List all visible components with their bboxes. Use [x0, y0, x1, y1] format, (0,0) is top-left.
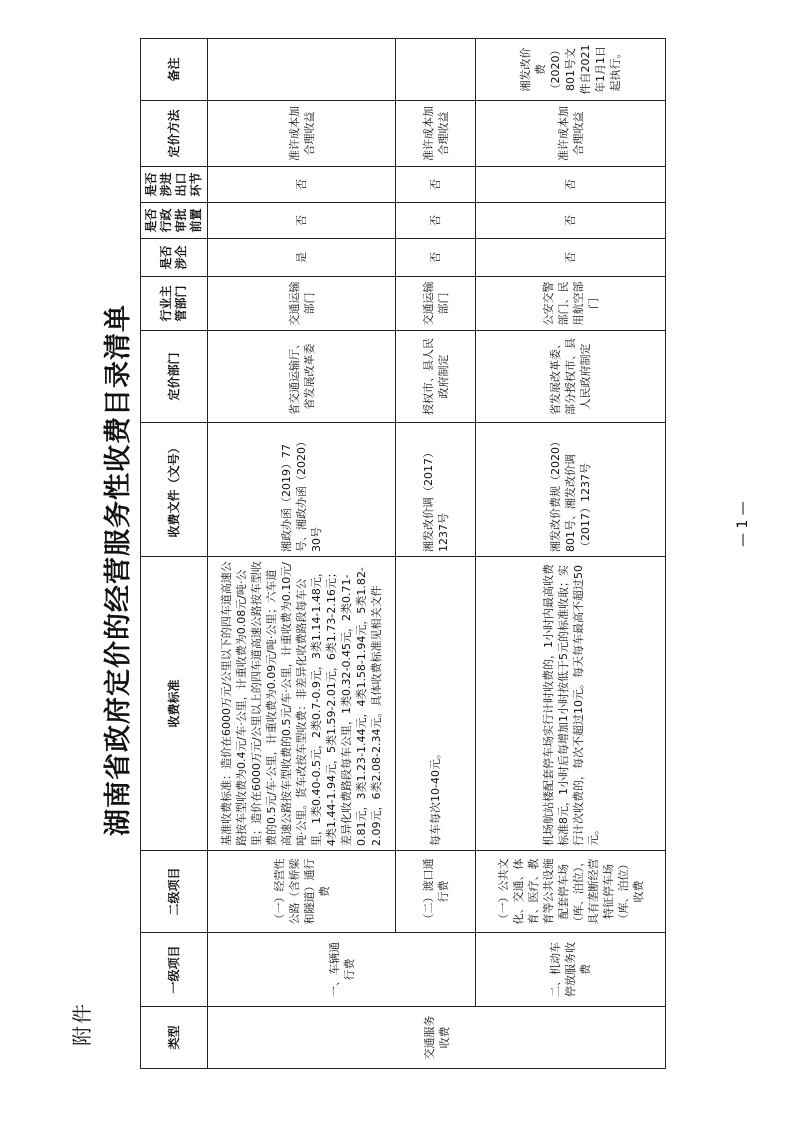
pricing-dept-cell: 省发展改革委、部分授权市、县人民政府制定 — [476, 331, 666, 423]
header-import-export: 是否涉进出口环节 — [141, 167, 208, 203]
header-pricing-dept: 定价部门 — [141, 331, 208, 423]
pricing-dept-cell: 授权市、县人民政府制定 — [396, 331, 476, 423]
pricing-method-cell: 准许成本加合理收益 — [476, 101, 666, 167]
header-admin-approval: 是否行政审批前置 — [141, 203, 208, 239]
remarks-cell — [396, 39, 476, 101]
document-cell: 湘发改价费规（2020）801号、湘发改价调（2017）1237号 — [476, 423, 666, 557]
table-row — [208, 39, 396, 1069]
involves-enterprise-cell: 是 — [208, 239, 396, 277]
import-export-cell: 否 — [396, 167, 476, 203]
industry-dept-cell: 公安交警部门、民用航空部门 — [476, 277, 666, 331]
fee-catalog-table — [140, 38, 666, 1069]
header-level1: 一级项目 — [141, 933, 208, 1007]
remarks-cell — [208, 39, 396, 101]
document-cell: 湘发改价调（2017）1237号 — [396, 423, 476, 557]
header-pricing-method: 定价方法 — [141, 101, 208, 167]
pricing-dept-cell: 省交通运输厅、省发展改革委 — [208, 331, 396, 423]
rotated-page-content — [98, 44, 698, 1069]
involves-enterprise-cell: 否 — [476, 239, 666, 277]
header-level2: 二级项目 — [141, 851, 208, 933]
header-involves-enterprise: 是否涉企 — [141, 239, 208, 277]
level2-cell: （一）经营性公路（含桥梁和隧道）通行费 — [208, 851, 396, 933]
import-export-cell: 否 — [476, 167, 666, 203]
pricing-method-cell: 准许成本加合理收益 — [208, 101, 396, 167]
table-header-row — [141, 39, 208, 1069]
table-row — [476, 39, 666, 1069]
standard-cell: 基准收费标准：造价在6000万元/公里以下的四车道高速公路按车型收费为0.4元/车·公里，计重收费为0.08元/吨·公里；造价在6000万元/公里以上的四车道高速公路按车型收费的0.5元/车·公里，计重收费为0.09元/吨·公里；六车道高速公路按车型收费的0.5元/车·公里，计重收费为0.10元/吨·公里。货车改按车型收费：非差异化收费路段每车公里，1类0.40-0.5元，2类0.7-0.9元，3类1.14-1.48元，4类1.44-1.94元，5类1.59-2.01元，6类1.73-2.16元；差异化收费路段每车公里，1类0.32-0.45元，2类0.71-0.81元，3类1.23-1.44元，4类1.58-1.94元，5类1.82-2.09元，6类2.08-2.34元。具体收费标准见相关文件 — [208, 557, 396, 851]
level1-cell: 二、机动车停放服务收费 — [476, 933, 666, 1007]
level2-cell: （一）公共文化、交通、体育、医疗、教育等公共设施配套停车场（库、泊位），具有垄断经营特征停车场（库、泊位）收费 — [476, 851, 666, 933]
admin-approval-cell: 否 — [396, 203, 476, 239]
header-category: 类型 — [141, 1007, 208, 1069]
header-remarks: 备注 — [141, 39, 208, 101]
involves-enterprise-cell: 否 — [396, 239, 476, 277]
document-title: 湖南省政府定价的经营服务性收费目录清单 — [103, 304, 134, 836]
attachment-label: 附件 — [70, 1002, 94, 1046]
standard-cell: 每车每次10-40元。 — [396, 557, 476, 851]
import-export-cell: 否 — [208, 167, 396, 203]
pricing-method-cell: 准许成本加合理收益 — [396, 101, 476, 167]
admin-approval-cell: 否 — [208, 203, 396, 239]
level2-cell: （二）渡口通行费 — [396, 851, 476, 933]
level1-cell: 一、车辆通行费 — [208, 933, 476, 1007]
remarks-cell: 湘发改价费（2020）801号文件自2021年1月1日起执行。 — [476, 39, 666, 101]
admin-approval-cell: 否 — [476, 203, 666, 239]
header-industry-dept: 行业主管部门 — [141, 277, 208, 331]
industry-dept-cell: 交通运输部门 — [208, 277, 396, 331]
document-cell: 湘政办函（2019）77号、湘政办函（2020）30号 — [208, 423, 396, 557]
header-document: 收费文件（文号） — [141, 423, 208, 557]
category-cell: 交通服务收费 — [208, 1007, 666, 1069]
industry-dept-cell: 交通运输部门 — [396, 277, 476, 331]
header-standard: 收费标准 — [141, 557, 208, 851]
table-row — [396, 39, 476, 1069]
page-number: — 1 — — [735, 501, 751, 547]
standard-cell: 机场航站楼配套停车场实行计时收费的，1小时内最高收费标准8元，1小时后每增加1小时按低于5元的标准收取；实行计次收费的，每次不超过10元。每天每车最高不超过50元。 — [476, 557, 666, 851]
